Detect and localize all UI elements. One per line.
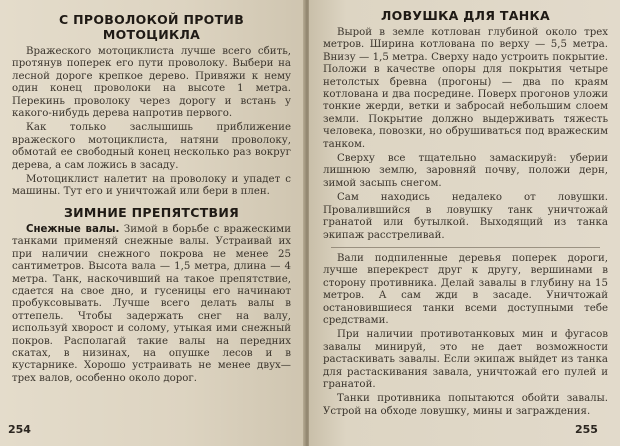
page-number-left: 254 — [8, 423, 31, 436]
right-page-content — [309, 0, 620, 420]
paragraph: Вырой в земле котлован глубиной около трех метров. Ширина котлована по верху — 5,5 метра. Внизу — 1,5 метра. Сверху надо устроить покрытие. Положи в качестве опоры для покрытия четыре нетолстых бревна (прогоны) — два по краям котлована и два посредине. Поверх прогонов уложи тонкие жерди, ветки и забросай небольшим слоем земли. Покрытие должно выдерживать тяжесть человека, повозки, но обрушиваться под вражеским танком. — [323, 27, 608, 150]
heading-winter-obstacles: ЗИМНИЕ ПРЕПЯТСТВИЯ — [63, 204, 240, 220]
paragraph: Вражеского мотоциклиста лучше всего сбить, протянув поперек его пути проволоку. Выбери на лесной дороге крепкое дерево. Привяжи к нему один конец проволоки на высоте 1 метра. Перекинь проволоку через дорогу и встань у какого-нибудь дерева напротив первого. — [12, 46, 291, 120]
right-page — [309, 0, 620, 446]
paragraph-snow-walls — [12, 224, 291, 385]
page-number-right: 255 — [575, 423, 598, 436]
paragraph-text: Зимой в борьбе с вражескими танками применяй снежные валы. Устраивай их при наличии снежного покрова не менее 25 сантиметров. Высота вала — 1,5 метра, длина — 4 метра. Танк, наскочивший на такое препятствие, сдается на свое дно, и гусеницы его начинают пробуксовывать. Лучше всего делать валы в оттепель. Чтобы задержать снег на валу, используй хворост и солому, утыкая ими снежный покров. Располагай такие валы на передних скатах, в низинах, на опушке лесов и в кустарнике. Хорошо устраивать не менее двух—трех валов, особенно около дорог. — [12, 223, 291, 384]
paragraph: Вали подпиленные деревья поперек дороги, лучше вперекрест друг к другу, вершинами в сторону противника. Делай завалы в глубину на 15 метров. А сам жди в засаде. Уничтожай остановившиеся танки всеми доступными тебе средствами. — [323, 252, 608, 326]
run-in-heading: Снежные валы. — [26, 223, 120, 235]
heading-tank-trap: ЛОВУШКА ДЛЯ ТАНКА — [380, 8, 550, 23]
paragraph: Как только заслышишь приближение вражеского мотоциклиста, натяни проволоку, обмотай ее свободный конец несколько раз вокруг дерева, а сам ложись в засаду. — [12, 122, 291, 171]
left-page — [0, 0, 305, 446]
paragraph: Танки противника попытаются обойти завалы. Устрой на обходе ловушку, мины и заграждения. — [323, 393, 608, 417]
heading-wire-vs-motorcycle: С ПРОВОЛОКОЙ ПРОТИВ МОТОЦИКЛА — [58, 12, 245, 42]
paragraph: Сам находись недалеко от ловушки. Провалившийся в ловушку танк уничтожай гранатой или бутылкой. Выходящий из танка экипаж расстреливай. — [323, 192, 608, 241]
paragraph: При наличии противотанковых мин и фугасов завалы минируй, это не дает возможности растаскивать завалы. Если экипаж выйдет из танка для растаскивания завала, уничтожай его пулей и гранатой. — [323, 329, 608, 390]
paragraph: Мотоциклист налетит на проволоку и упадет с машины. Тут его и уничтожай или бери в плен. — [12, 174, 291, 198]
left-page-content — [0, 0, 305, 387]
section-divider — [331, 247, 600, 248]
paragraph: Сверху все тщательно замаскируй: уберии лишнюю землю, заровняй почву, положи дерн, зимой засыпь снегом. — [323, 153, 608, 189]
